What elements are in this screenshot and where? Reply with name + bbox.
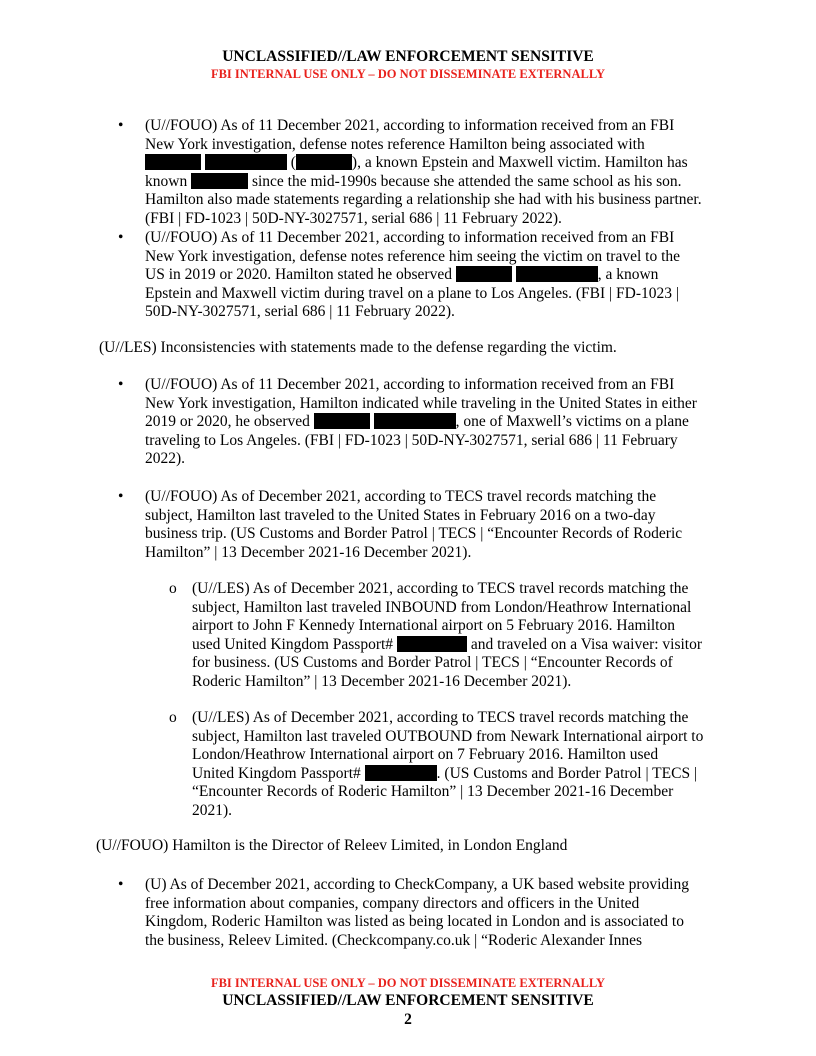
text-line: (U//FOUO) As of 11 December 2021, according to information received from an FBI [145, 376, 675, 393]
redaction-block [314, 413, 370, 429]
redaction-block [365, 765, 437, 781]
sub-bullet-item [169, 580, 732, 692]
text-span: ( [286, 154, 296, 172]
bullet-item [118, 117, 725, 229]
text-line: (U//FOUO) As of 11 December 2021, according to information received from an FBI [145, 117, 675, 134]
redaction-block [397, 636, 467, 652]
text-line: Roderic Hamilton” | 13 December 2021-16 December 2021). [192, 672, 572, 690]
text-line: New York investigation, defense notes reference Hamilton being associated with [145, 135, 645, 153]
handling-caveat: FBI INTERNAL USE ONLY – DO NOT DISSEMINATE EXTERNALLY [210, 976, 606, 990]
text-span: , a known [597, 266, 659, 284]
text-span: 2019 or 2020, he observed [145, 413, 314, 431]
text-line [192, 636, 732, 655]
redaction-block [145, 154, 201, 170]
text-line [145, 266, 725, 285]
text-span: used United Kingdom Passport# [192, 635, 397, 653]
text-line: traveling to Los Angeles. (FBI | FD-1023 | 50D-NY-3027571, serial 686 | 11 February [145, 431, 678, 449]
text-line: New York investigation, defense notes reference him seeing the victim on travel to the [145, 247, 681, 265]
text-line: for business. (US Customs and Border Patrol | TECS | “Encounter Records of [192, 654, 673, 672]
redaction-block [191, 173, 248, 189]
text-line: (FBI | FD-1023 | 50D-NY-3027571, serial 686 | 11 February 2022). [145, 209, 562, 227]
bullet-item [118, 876, 725, 950]
text-line: London/Heathrow International airport on 7 February 2016. Hamilton used [192, 746, 659, 764]
text-span: ), a known Epstein and Maxwell victim. Hamilton has [351, 154, 688, 172]
bullet-item [118, 376, 725, 469]
text-line: (U) As of December 2021, according to CheckCompany, a UK based website providing [145, 876, 689, 893]
text-line [145, 413, 725, 432]
bullet-marker: • [118, 488, 124, 505]
text-line: subject, Hamilton last traveled OUTBOUND from Newark International airport to [192, 727, 704, 745]
text-span: . (US Customs and Border Patrol | TECS | [436, 764, 698, 782]
bullet-item [118, 488, 725, 562]
page-number: 2 [404, 1011, 412, 1028]
text-line: Epstein and Maxwell victim during travel on a plane to Los Angeles. (FBI | FD-1023 | [145, 284, 679, 302]
classification-banner: UNCLASSIFIED//LAW ENFORCEMENT SENSITIVE [222, 992, 594, 1009]
sub-bullet-item [169, 709, 732, 821]
bullet-item [118, 229, 725, 322]
text-line: New York investigation, Hamilton indicated while traveling in the United States in either [145, 394, 697, 412]
redaction-block [516, 266, 598, 282]
text-line: subject, Hamilton last traveled INBOUND from London/Heathrow International [192, 598, 692, 616]
text-line: the business, Releev Limited. (Checkcompany.co.uk | “Roderic Alexander Innes [145, 931, 643, 949]
redaction-block [296, 154, 352, 170]
text-line: 50D-NY-3027571, serial 686 | 11 February 2022). [145, 303, 455, 321]
text-line: Kingdom, Roderic Hamilton was listed as being located in London and is associated to [145, 913, 684, 931]
page-header [0, 48, 816, 82]
text-line: (U//FOUO) As of 11 December 2021, according to information received from an FBI [145, 229, 675, 246]
text-line: free information about companies, company directors and officers in the United [145, 894, 640, 912]
text-line: (U//LES) As of December 2021, according to TECS travel records matching the [192, 709, 689, 726]
redaction-block [374, 413, 456, 429]
text-line: (U//LES) As of December 2021, according to TECS travel records matching the [192, 580, 689, 597]
page-footer [0, 975, 816, 1030]
text-span: US in 2019 or 2020. Hamilton stated he observed [145, 266, 456, 284]
text-line: business trip. (US Customs and Border Patrol | TECS | “Encounter Records of Roderic [145, 525, 683, 543]
text-line: “Encounter Records of Roderic Hamilton” | 13 December 2021-16 December [192, 783, 674, 801]
sub-bullet-marker: o [169, 709, 177, 726]
text-line: 2022). [145, 450, 186, 468]
redaction-block [456, 266, 512, 282]
bullet-marker: • [118, 117, 124, 134]
text-line: Hamilton” | 13 December 2021-16 December 2021). [145, 543, 472, 561]
section-heading: (U//FOUO) Hamilton is the Director of Releev Limited, in London England [96, 837, 568, 854]
text-line [145, 173, 725, 192]
text-line: Hamilton also made statements regarding a relationship she had with his business partner. [145, 191, 702, 209]
text-span: known [145, 172, 192, 190]
text-span: since the mid-1990s because she attended the same school as his son. [248, 172, 682, 190]
redaction-block [205, 154, 287, 170]
bullet-marker: • [118, 876, 124, 893]
text-line: (U//FOUO) As of December 2021, according to TECS travel records matching the [145, 488, 657, 505]
bullet-marker: • [118, 229, 124, 246]
sub-bullet-marker: o [169, 580, 177, 597]
text-span: , one of Maxwell’s victims on a plane [455, 413, 689, 431]
classification-banner: UNCLASSIFIED//LAW ENFORCEMENT SENSITIVE [222, 48, 594, 65]
text-line: subject, Hamilton last traveled to the United States in February 2016 on a two-day [145, 506, 656, 524]
text-span: and traveled on a Visa waiver: visitor [466, 635, 703, 653]
section-heading: (U//LES) Inconsistencies with statements made to the defense regarding the victim. [99, 339, 617, 356]
text-line: airport to John F Kennedy International airport on 5 February 2016. Hamilton [192, 617, 675, 635]
text-line: 2021). [192, 801, 233, 819]
text-line [145, 154, 725, 173]
handling-caveat: FBI INTERNAL USE ONLY – DO NOT DISSEMINATE EXTERNALLY [210, 67, 606, 81]
text-line [192, 765, 732, 784]
bullet-marker: • [118, 376, 124, 393]
text-span: United Kingdom Passport# [192, 764, 365, 782]
